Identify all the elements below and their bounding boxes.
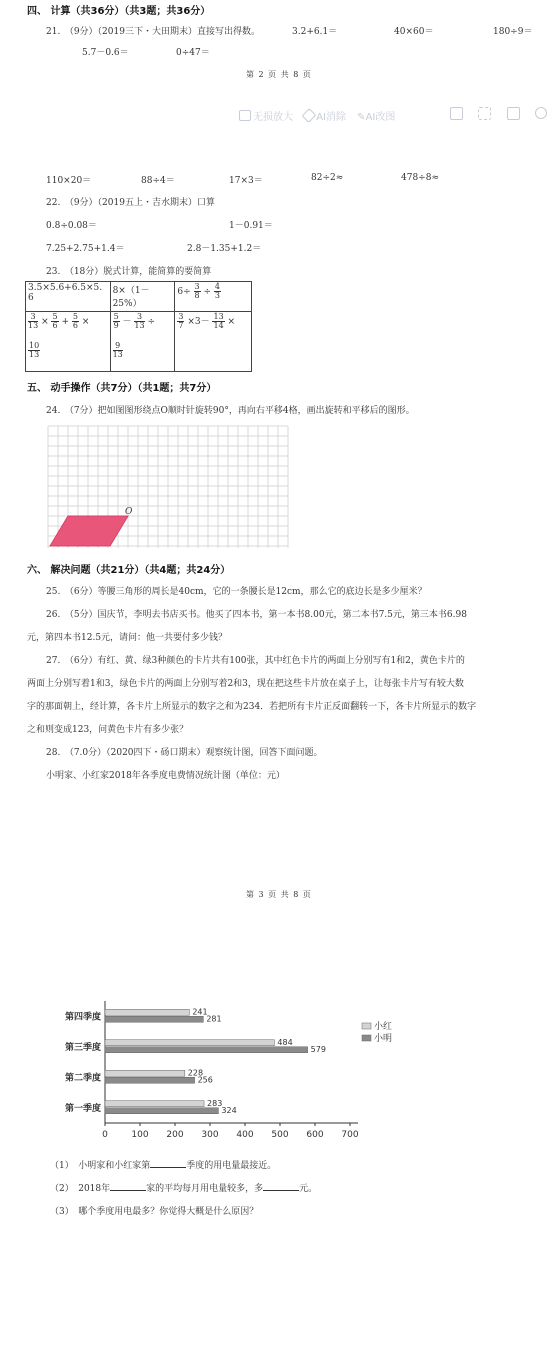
- bar-小红: [105, 1009, 189, 1015]
- bar-value-label: 281: [206, 1014, 222, 1024]
- q23-cell: [26, 312, 111, 372]
- q21-item: 478÷8≈: [401, 173, 439, 183]
- x-tick-label: 500: [271, 1130, 289, 1140]
- bar-value-label: 241: [192, 1007, 208, 1017]
- category-label: 第二季度: [64, 1073, 101, 1084]
- eraser-icon: [302, 108, 317, 123]
- image-icon: [239, 110, 251, 121]
- chart-root: [65, 1001, 392, 1140]
- fraction: $\frac{3}{13}$: [28, 312, 39, 330]
- bar-小红: [105, 1040, 274, 1046]
- sub2-text: 元。: [299, 1184, 318, 1194]
- operator: ÷: [203, 287, 212, 297]
- add-icon: [507, 107, 520, 120]
- fraction: $\frac{5}{9}$: [113, 312, 119, 330]
- operator: +: [61, 317, 69, 327]
- q28-sub3: （3） 哪个季度用电最多？你觉得大概是什么原因？: [50, 1207, 259, 1217]
- erase-label: AI消除: [316, 112, 346, 123]
- q21-item: 88÷4＝: [141, 176, 175, 186]
- chart-caption: 小明家、小红家2018年各季度电费情况统计图（单位：元）: [46, 771, 285, 781]
- settings-icon: [535, 107, 547, 119]
- x-tick-label: 300: [201, 1130, 219, 1140]
- answer-blank[interactable]: [110, 1182, 146, 1191]
- q21-item: 17×3＝: [229, 176, 263, 186]
- q23-cell: 3.5×5.6+6.5×5.6: [26, 282, 111, 312]
- page-footer: 第 2 页 共 8 页: [246, 70, 312, 79]
- section-4-header: 四、 计算（共36分）（共3题；共36分）: [27, 6, 211, 17]
- x-tick-label: 0: [102, 1130, 108, 1140]
- bar-value-label: 228: [187, 1068, 204, 1078]
- answer-blank[interactable]: [263, 1182, 299, 1191]
- expr-text: 6÷: [177, 287, 191, 297]
- fraction: $\frac{9}{13}$: [112, 341, 123, 359]
- bar-小明: [105, 1108, 218, 1114]
- q21-item: 110×20＝: [46, 176, 92, 186]
- bar-value-label: 283: [207, 1098, 223, 1108]
- sub1-text: （1） 小明家和小红家第: [50, 1161, 151, 1171]
- q26-text: 元，第四本书12.5元，请问：他一共要付多少钱？: [27, 633, 228, 643]
- operator: －: [122, 317, 132, 327]
- upscale-tool[interactable]: [239, 112, 293, 123]
- x-tick-label: 200: [166, 1130, 184, 1140]
- fraction: $\frac{5}{6}$: [72, 312, 78, 330]
- fraction: $\frac{3}{8}$: [194, 282, 200, 300]
- sub1-text: 季度的用电量最接近。: [186, 1161, 277, 1171]
- erase-tool[interactable]: [304, 112, 346, 123]
- bar-小明: [105, 1077, 195, 1083]
- answer-blank[interactable]: [150, 1159, 186, 1168]
- q28-sub1: [50, 1158, 276, 1171]
- q23-cell: [175, 282, 252, 312]
- page-footer: 第 3 页 共 8 页: [246, 890, 312, 899]
- bar-小明: [105, 1016, 203, 1022]
- q21-item: 180÷9＝: [493, 27, 533, 37]
- parallelogram-shape: [50, 516, 128, 546]
- fraction: $\frac{3}{7}$: [178, 312, 184, 330]
- grid-figure: [48, 426, 288, 548]
- legend-swatch: [362, 1035, 371, 1041]
- legend-label: 小红: [374, 1022, 393, 1032]
- q23-cell: [175, 312, 252, 372]
- electricity-bar-chart: [50, 995, 393, 1145]
- q21-item: 3.2+6.1＝: [292, 27, 338, 37]
- bar-小红: [105, 1070, 185, 1076]
- category-label: 第一季度: [64, 1103, 101, 1114]
- crop-button[interactable]: [450, 107, 463, 123]
- section-5-header: 五、 动手操作（共7分）（共1题；共7分）: [27, 383, 217, 394]
- add-button[interactable]: [507, 107, 520, 123]
- settings-button[interactable]: [535, 107, 547, 122]
- q26-text: 26. （5分）国庆节，李明去书店买书。他买了四本书，第一本书8.00元，第二本书7.5元，第三本书6.98: [46, 610, 467, 620]
- image-toolbar: [239, 108, 395, 123]
- section-6-header: 六、 解决问题（共21分）（共4题；共24分）: [27, 565, 231, 576]
- x-tick-label: 700: [341, 1130, 359, 1140]
- operator: ×3－: [187, 317, 210, 327]
- bar-value-label: 324: [221, 1105, 237, 1115]
- legend-swatch: [362, 1023, 371, 1029]
- operator: ×: [81, 317, 90, 327]
- fraction: $\frac{10}{13}$: [29, 341, 40, 359]
- fraction: $\frac{4}{3}$: [214, 282, 220, 300]
- q22-item: 2.8－1.35+1.2＝: [187, 244, 262, 254]
- q25-text: 25. （6分）等腰三角形的周长是40cm，它的一条腰长是12cm，那么它的底边长是多少厘米？: [46, 587, 427, 597]
- bar-小明: [105, 1047, 308, 1053]
- crop-icon: [450, 107, 463, 120]
- category-label: 第三季度: [64, 1042, 101, 1053]
- q27-text: 27. （6分）有红、黄、绿3种颜色的卡片共有100张，其中红色卡片的两面上分别写有1和2，黄色卡片的: [46, 656, 465, 666]
- x-tick-label: 400: [236, 1130, 254, 1140]
- q22-item: 0.8÷0.08＝: [46, 221, 97, 231]
- fraction: $\frac{5}{6}$: [52, 312, 58, 330]
- q28-sub2: [50, 1181, 317, 1194]
- sub2-text: （2） 2018年: [50, 1184, 111, 1194]
- operator: ×: [41, 317, 49, 327]
- q23-table: [25, 281, 252, 372]
- x-tick-label: 100: [131, 1130, 149, 1140]
- q23-cell: 8×（1－25%）: [110, 282, 175, 312]
- point-o-label: O: [125, 507, 133, 517]
- q27-text: 字的那面朝上，经计算，各卡片上所显示的数字之和为234．若把所有卡片正反面翻转一下，各卡片所显示的数字: [27, 702, 477, 712]
- fraction: $\frac{3}{13}$: [134, 312, 145, 330]
- q21-item: 82÷2≈: [311, 173, 344, 183]
- bar-value-label: 484: [277, 1037, 293, 1047]
- bar-小红: [105, 1101, 204, 1107]
- q21-item: 40×60＝: [394, 27, 434, 37]
- bar-value-label: 579: [310, 1044, 326, 1054]
- q22-item: 7.25+2.75+1.4＝: [46, 244, 125, 254]
- fraction: $\frac{13}{14}$: [213, 312, 224, 330]
- q28-text: 28. （7.0分）（2020四下・砀口期末）观察统计图，回答下面问题。: [46, 748, 323, 758]
- q22-label: 22. （9分）（2019五上・吉水期末）口算: [46, 198, 215, 208]
- edit-tool[interactable]: [357, 112, 395, 123]
- bar-value-label: 256: [197, 1075, 213, 1085]
- q27-text: 两面上分别写着1和3，绿色卡片的两面上分别写着2和3，现在把这些卡片放在桌子上，让每张卡片写有较大数: [27, 679, 464, 689]
- q21-label: 21. （9分）（2019三下・大田期末）直接写出得数。: [46, 27, 260, 37]
- q21-item: 5.7－0.6＝: [82, 48, 129, 58]
- x-tick-label: 600: [306, 1130, 324, 1140]
- expand-button[interactable]: [478, 107, 491, 123]
- upscale-label: 无损放大: [253, 112, 293, 123]
- sub2-text: 家的平均每月用电量较多，多: [146, 1184, 264, 1194]
- q21-item: 0÷47＝: [176, 48, 210, 58]
- legend-label: 小明: [374, 1034, 393, 1044]
- edit-label: AI改图: [365, 112, 396, 123]
- pen-icon: ✎: [357, 112, 366, 123]
- operator: ×: [227, 317, 236, 327]
- q22-item: 1－0.91＝: [229, 221, 273, 231]
- q24-label: 24. （7分）把如图图形绕点O顺时针旋转90°，再向右平移4格，画出旋转和平移后的图形。: [46, 406, 415, 416]
- q23-cell: [110, 312, 175, 372]
- q23-label: 23. （18分）脱式计算，能简算的要简算: [46, 267, 212, 277]
- q27-text: 之和则变成123，问黄色卡片有多少张？: [27, 725, 189, 735]
- category-label: 第四季度: [64, 1012, 101, 1023]
- operator: ÷: [147, 317, 156, 327]
- expand-icon: [478, 107, 491, 120]
